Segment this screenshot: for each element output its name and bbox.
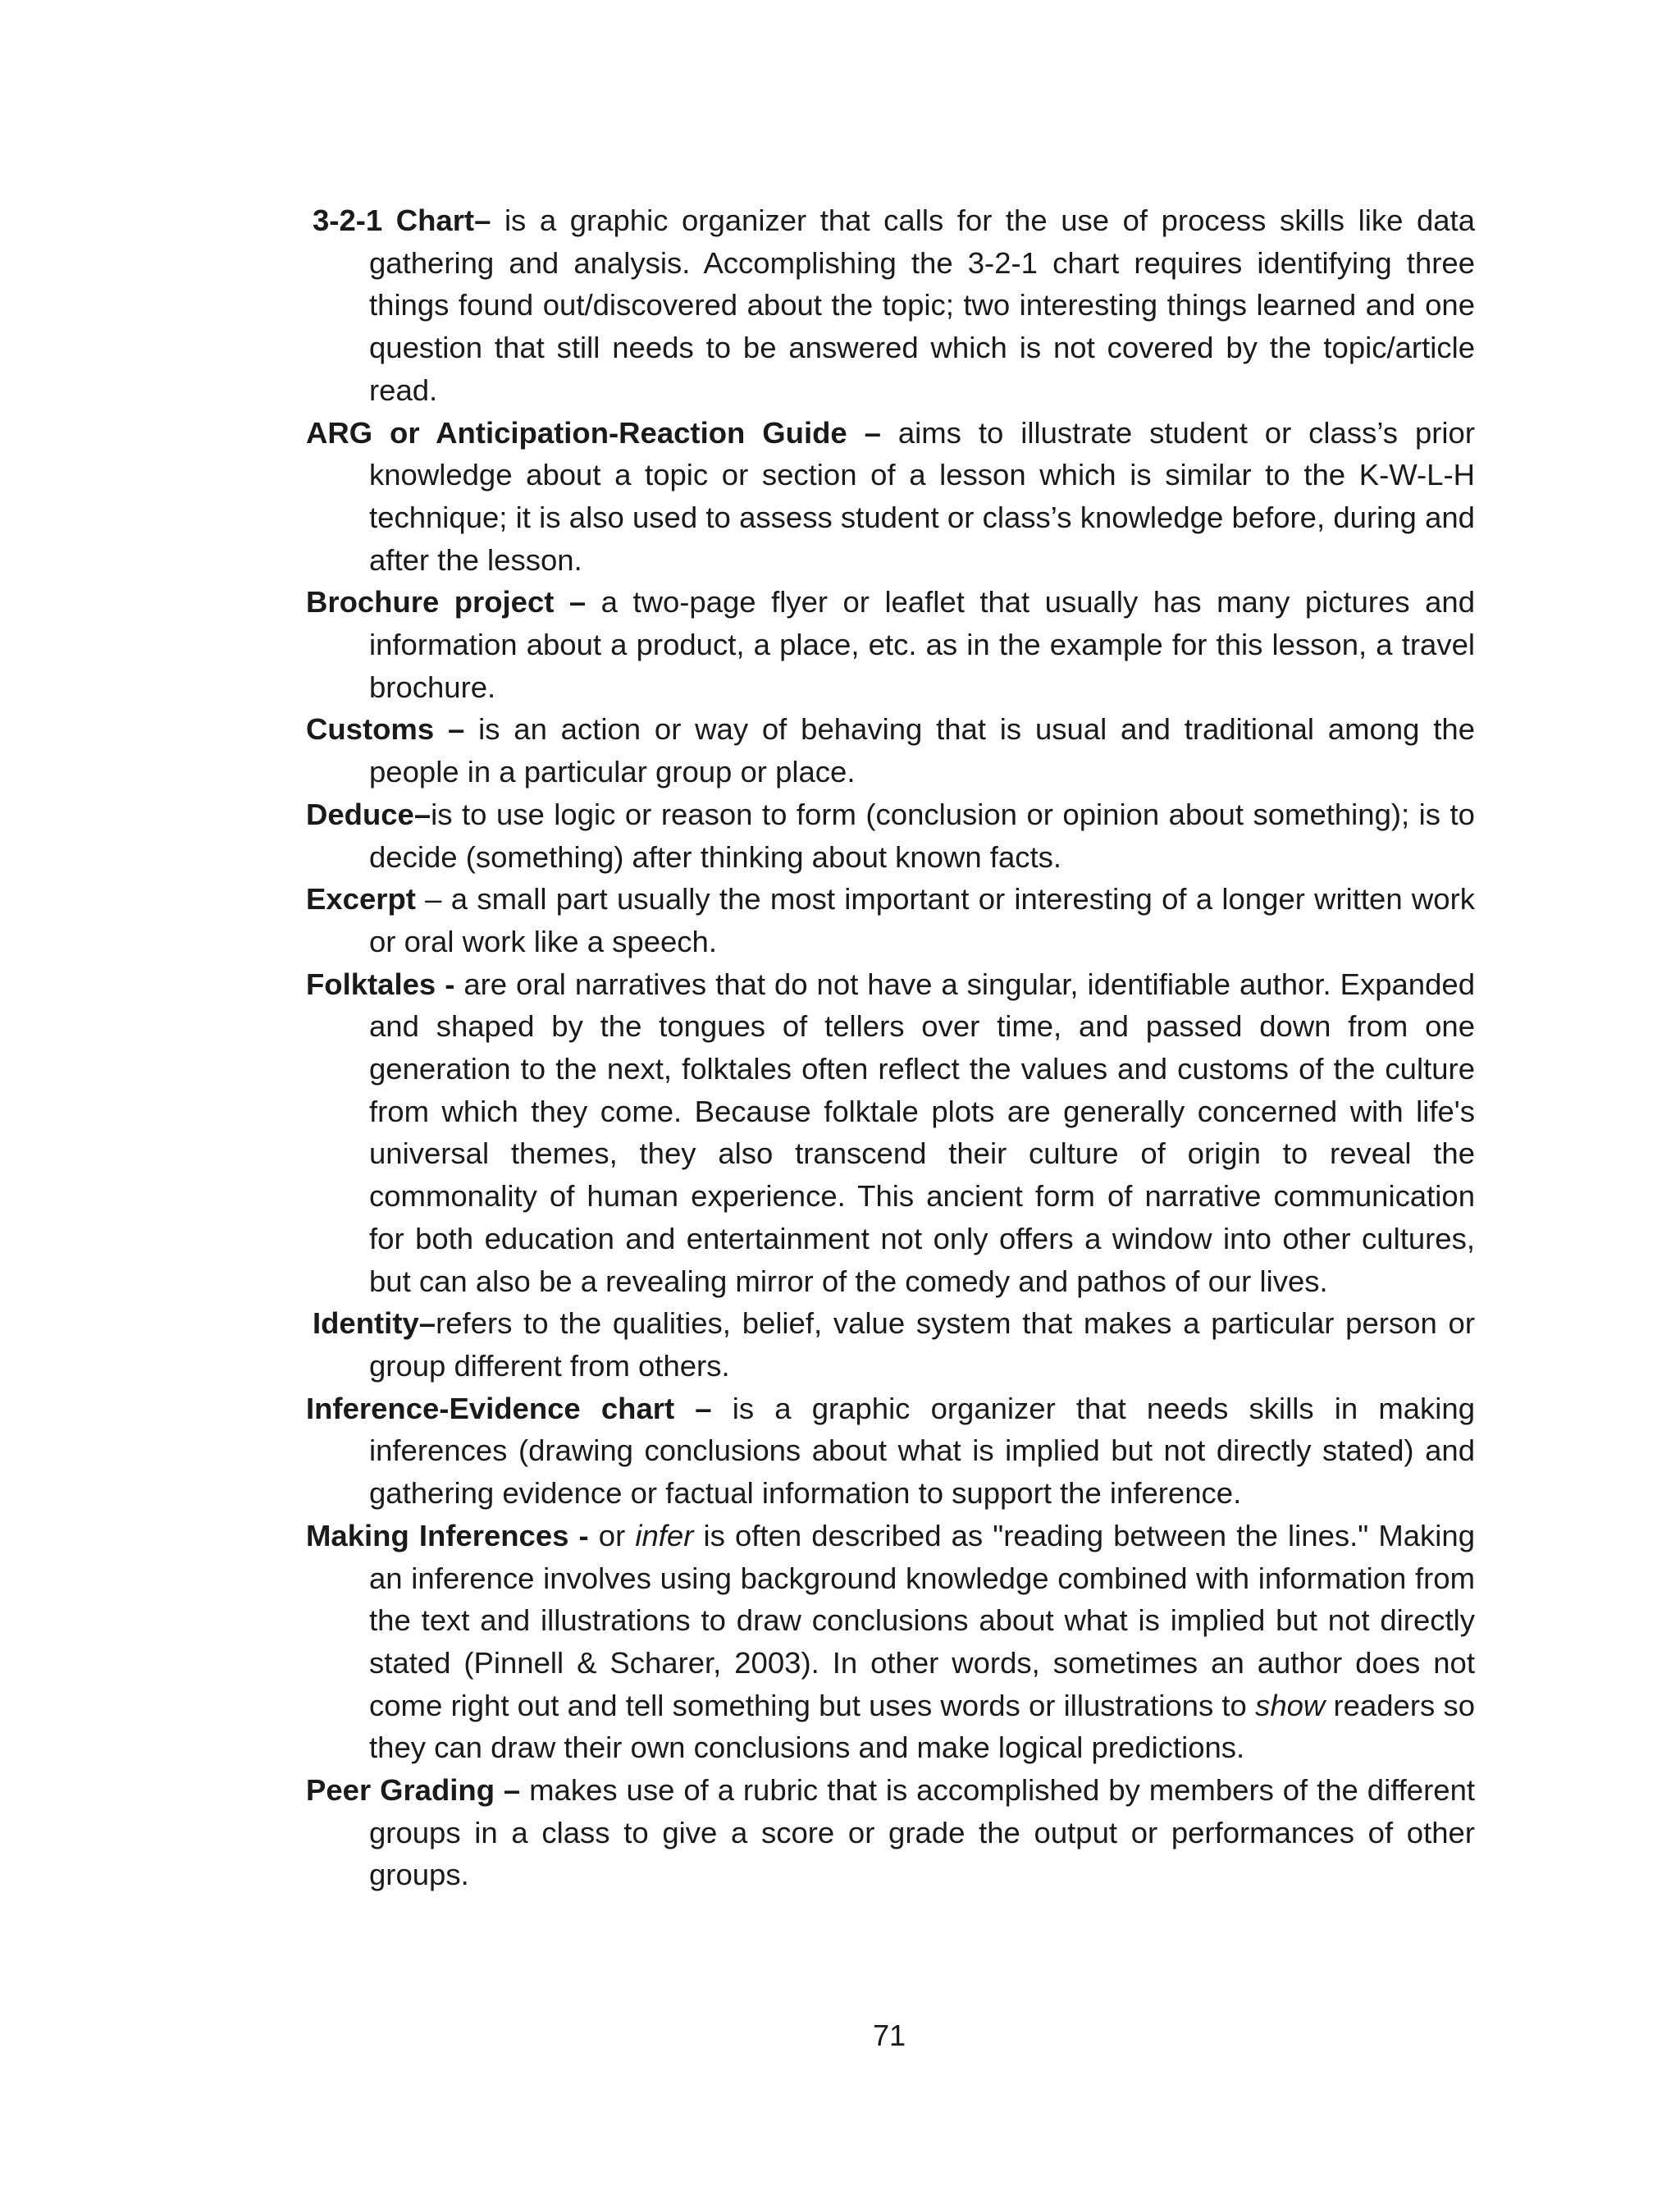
glossary-definition: or bbox=[588, 1518, 636, 1552]
glossary-definition: readers so they can draw their own conclusions and make logical predictions. bbox=[369, 1688, 1475, 1765]
glossary-term: ARG or Anticipation-Reaction Guide – bbox=[306, 415, 881, 450]
glossary-term: Excerpt bbox=[306, 882, 416, 917]
glossary-term: Identity– bbox=[313, 1306, 436, 1341]
glossary-definition: are oral narratives that do not have a singular, identifiable author. Expanded and shaped by the tongues of tellers over time, and passed down from one generation to the next, folktales often reflect the values and customs of the culture from which they come. Because folktale plots are generally concerned with life's universal themes, they also transcend their culture of origin to reveal the commonality of human experience. This ancient form of narrative communication for both education and entertainment not only offers a window into other cultures, but can also be a revealing mirror of the comedy and pathos of our lives. bbox=[369, 967, 1475, 1298]
glossary-definition: is a graphic organizer that calls for the use of process skills like data gathering and analysis. Accomplishing the 3-2-1 chart requires identifying three things found out/discovered about the topic; two interesting things learned and one question that still needs to be answered which is not covered by the topic/article read. bbox=[369, 203, 1475, 407]
glossary-list bbox=[306, 199, 1475, 1896]
glossary-entry bbox=[306, 1769, 1475, 1896]
glossary-entry bbox=[313, 199, 1475, 412]
glossary-emphasis: infer bbox=[635, 1518, 694, 1552]
glossary-entry bbox=[306, 708, 1475, 793]
glossary-definition: is often described as "reading between the lines." Making an inference involves using background knowledge combined with information from the text and illustrations to draw conclusions about what is implied but not directly stated (Pinnell & Scharer, 2003). In other words, sometimes an author does not come right out and tell something but uses words or illustrations to bbox=[369, 1518, 1475, 1722]
glossary-term: 3-2-1 Chart– bbox=[313, 203, 491, 237]
glossary-entry bbox=[313, 1302, 1475, 1387]
glossary-definition: refers to the qualities, belief, value system that makes a particular person or group different from others. bbox=[369, 1306, 1475, 1383]
glossary-term: Making Inferences - bbox=[306, 1518, 589, 1552]
glossary-entry bbox=[306, 1515, 1475, 1769]
glossary-entry bbox=[306, 1388, 1475, 1515]
glossary-entry bbox=[306, 581, 1475, 708]
glossary-term: Inference-Evidence chart – bbox=[306, 1391, 712, 1425]
glossary-entry bbox=[306, 963, 1475, 1303]
glossary-definition: a two-page flyer or leaflet that usually has many pictures and information about a product, a place, etc. as in the example for this lesson, a travel brochure. bbox=[369, 585, 1475, 704]
glossary-term: Folktales - bbox=[306, 967, 455, 1001]
page-number: 71 bbox=[872, 2019, 906, 2052]
glossary-term: Customs – bbox=[306, 712, 465, 747]
glossary-entry bbox=[306, 412, 1475, 582]
glossary-definition: is an action or way of behaving that is usual and traditional among the people in a particular group or place. bbox=[369, 712, 1475, 789]
glossary-definition: makes use of a rubric that is accomplished by members of the different groups in a class to give a score or grade the output or performances of other groups. bbox=[369, 1773, 1476, 1892]
glossary-entry bbox=[306, 793, 1475, 878]
glossary-term: Peer Grading – bbox=[306, 1773, 521, 1808]
glossary-definition: is a graphic organizer that needs skills in making inferences (drawing conclusions about what is implied but not directly stated) and gathering evidence or factual information to support the inference. bbox=[369, 1391, 1475, 1511]
glossary-definition: aims to illustrate student or class’s prior knowledge about a topic or section of a lesson which is similar to the K-W-L-H technique; it is also used to assess student or class’s knowledge before, during and after the lesson. bbox=[369, 415, 1475, 577]
glossary-emphasis: show bbox=[1255, 1688, 1326, 1722]
glossary-term: Brochure project – bbox=[306, 585, 587, 620]
glossary-entry bbox=[306, 878, 1475, 962]
glossary-term: Deduce– bbox=[306, 797, 431, 831]
glossary-definition: – a small part usually the most important or interesting of a longer written work or oral work like a speech. bbox=[369, 882, 1475, 958]
glossary-definition: is to use logic or reason to form (conclusion or opinion about something); is to decide (something) after thinking about known facts. bbox=[369, 797, 1475, 874]
